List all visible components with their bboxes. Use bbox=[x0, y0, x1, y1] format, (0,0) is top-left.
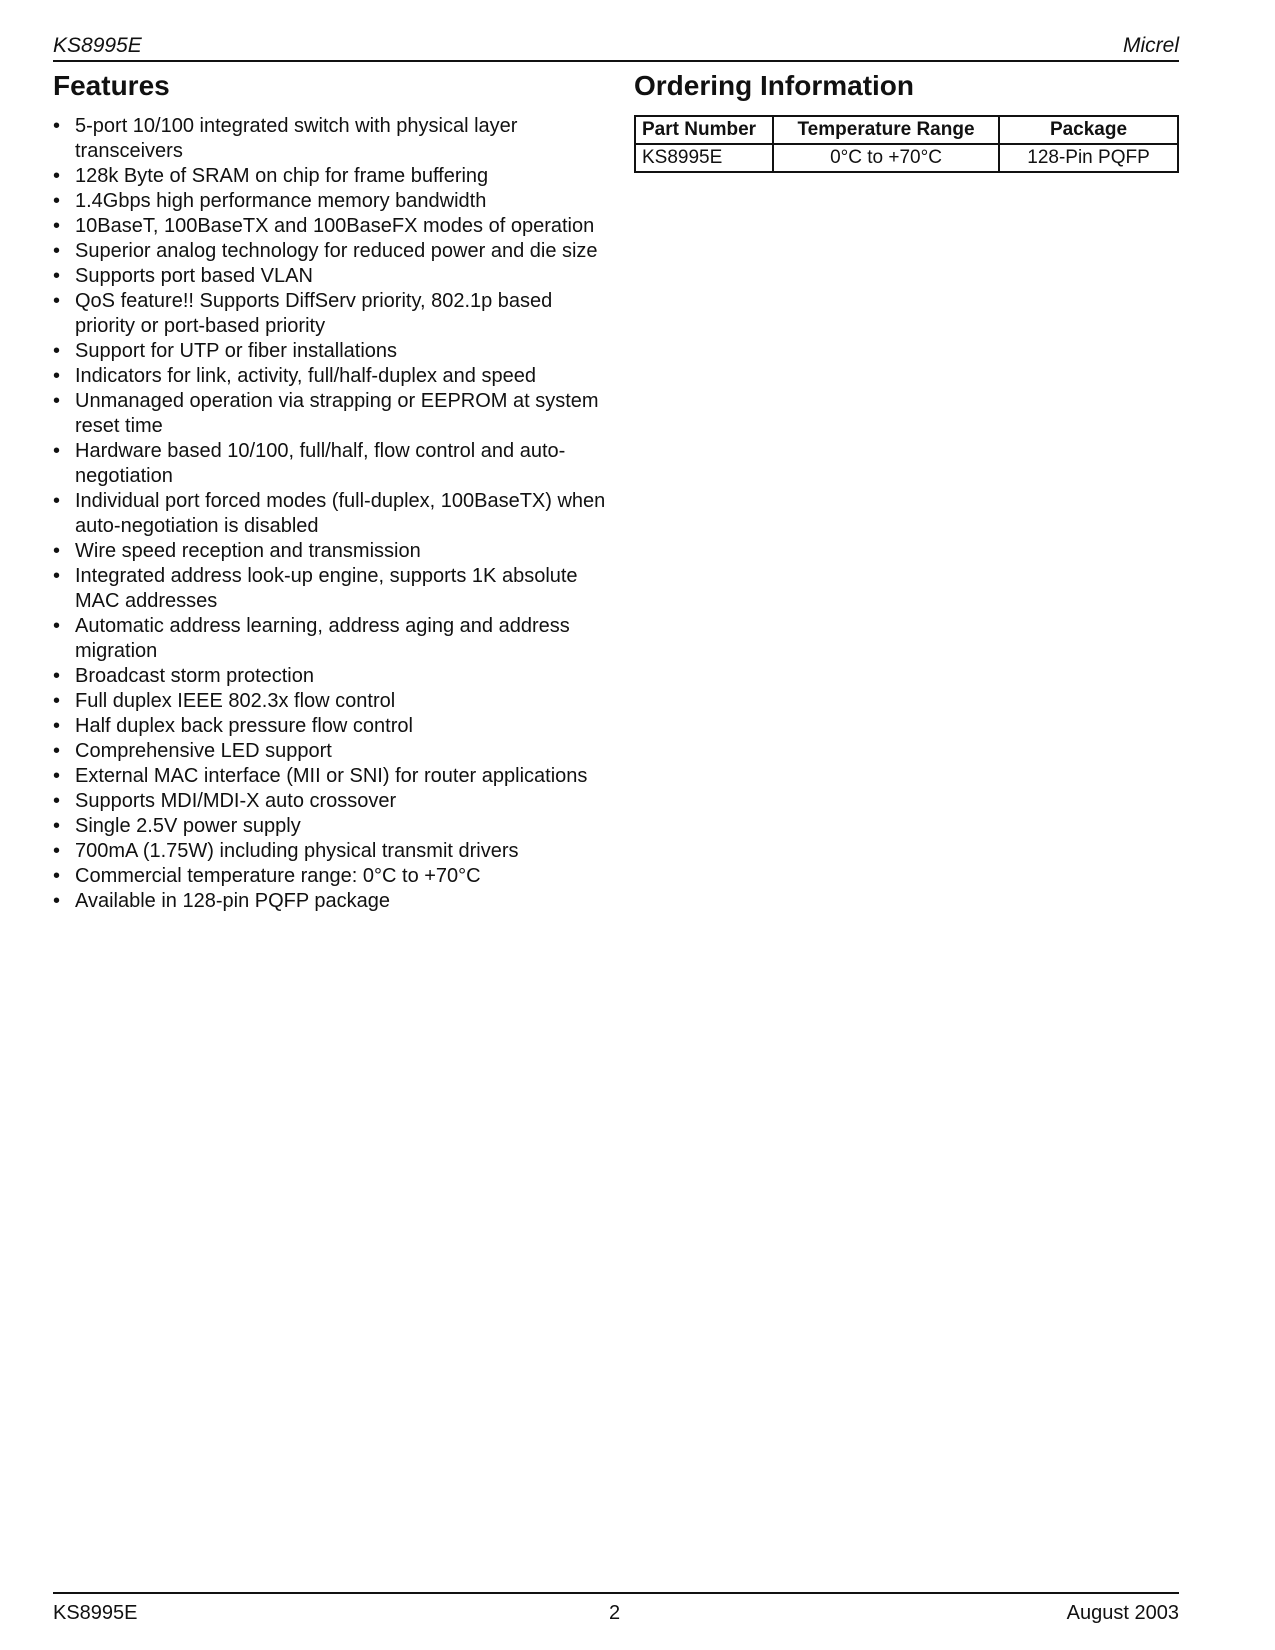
page-header bbox=[53, 32, 1179, 62]
feature-item: • Supports MDI/MDI-X auto crossover bbox=[53, 789, 613, 814]
ordering-table bbox=[634, 115, 1179, 173]
feature-item: • Commercial temperature range: 0°C to +70°C bbox=[53, 864, 613, 889]
feature-item: • Hardware based 10/100, full/half, flow control and auto-negotiation bbox=[53, 439, 613, 489]
feature-item: • Comprehensive LED support bbox=[53, 739, 613, 764]
table-header-row bbox=[635, 116, 1178, 144]
page-footer bbox=[53, 1592, 1179, 1624]
header-company: Micrel bbox=[1123, 34, 1179, 57]
ordering-section bbox=[634, 68, 1179, 173]
header-package-cell: Package bbox=[999, 116, 1178, 144]
features-section bbox=[53, 68, 613, 914]
feature-item: • 700mA (1.75W) including physical transmit drivers bbox=[53, 839, 613, 864]
header-temperature-cell: Temperature Range bbox=[773, 116, 999, 144]
footer-date: August 2003 bbox=[1066, 1602, 1179, 1624]
feature-item: • Unmanaged operation via strapping or EEPROM at system reset time bbox=[53, 389, 613, 439]
feature-item: • Support for UTP or fiber installations bbox=[53, 339, 613, 364]
header-part-number-cell: Part Number bbox=[635, 116, 773, 144]
feature-item: • Superior analog technology for reduced power and die size bbox=[53, 239, 613, 264]
footer-part-number: KS8995E bbox=[53, 1602, 138, 1624]
feature-item: • QoS feature!! Supports DiffServ priority, 802.1p based priority or port-based priority bbox=[53, 289, 613, 339]
feature-item: • Available in 128-pin PQFP package bbox=[53, 889, 613, 914]
ordering-title: Ordering Information bbox=[634, 70, 914, 101]
feature-item: • 128k Byte of SRAM on chip for frame buffering bbox=[53, 164, 613, 189]
features-list bbox=[53, 114, 613, 914]
feature-item: • 10BaseT, 100BaseTX and 100BaseFX modes of operation bbox=[53, 214, 613, 239]
table-row bbox=[635, 144, 1178, 172]
feature-item: • Integrated address look-up engine, supports 1K absolute MAC addresses bbox=[53, 564, 613, 614]
feature-item: • Supports port based VLAN bbox=[53, 264, 613, 289]
cell-package: 128-Pin PQFP bbox=[999, 144, 1178, 172]
cell-part-number: KS8995E bbox=[635, 144, 773, 172]
feature-item: • Single 2.5V power supply bbox=[53, 814, 613, 839]
feature-item: • External MAC interface (MII or SNI) for router applications bbox=[53, 764, 613, 789]
feature-item: • Automatic address learning, address aging and address migration bbox=[53, 614, 613, 664]
header-part-number: KS8995E bbox=[53, 34, 142, 57]
feature-item: • Half duplex back pressure flow control bbox=[53, 714, 613, 739]
feature-item: • Full duplex IEEE 802.3x flow control bbox=[53, 689, 613, 714]
feature-item: • Indicators for link, activity, full/half-duplex and speed bbox=[53, 364, 613, 389]
feature-item: • Wire speed reception and transmission bbox=[53, 539, 613, 564]
feature-item: • Individual port forced modes (full-duplex, 100BaseTX) when auto-negotiation is disabled bbox=[53, 489, 613, 539]
footer-page-number: 2 bbox=[609, 1602, 621, 1624]
feature-item: • 5-port 10/100 integrated switch with physical layer transceivers bbox=[53, 114, 613, 164]
features-title: Features bbox=[53, 70, 170, 101]
feature-item: • Broadcast storm protection bbox=[53, 664, 613, 689]
feature-item: • 1.4Gbps high performance memory bandwidth bbox=[53, 189, 613, 214]
cell-temperature-range: 0°C to +70°C bbox=[773, 144, 999, 172]
